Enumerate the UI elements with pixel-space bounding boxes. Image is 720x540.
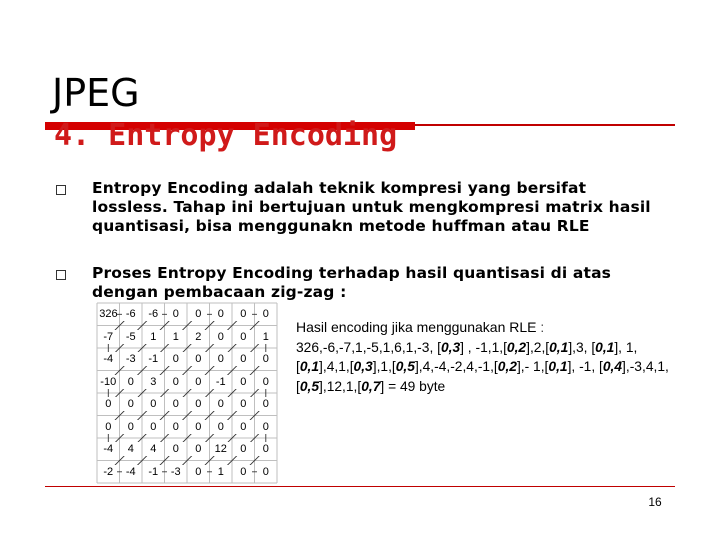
- matrix-cell: 0: [234, 307, 252, 321]
- rle-sequence: [296, 340, 669, 394]
- rle-text: ] = 49 byte: [380, 378, 446, 394]
- rle-text: ],-3,4,1,[: [296, 359, 669, 394]
- rle-run-pair: 0,5: [395, 359, 415, 374]
- section-heading: 4. Entropy Encoding: [54, 118, 398, 153]
- rle-run-pair: 0,1: [595, 339, 615, 355]
- matrix-cell: 0: [234, 352, 252, 366]
- matrix-cell: 0: [122, 375, 140, 389]
- rle-text: ],1,[: [372, 359, 396, 374]
- matrix-cell: 0: [189, 352, 207, 366]
- matrix-cell: -4: [122, 465, 140, 479]
- matrix-cell: 0: [144, 397, 162, 411]
- rle-text: ], 1, [: [296, 339, 638, 374]
- matrix-cell: 4: [144, 442, 162, 456]
- rle-text: ] , -1,1,[: [460, 339, 507, 355]
- matrix-cell: 2: [189, 330, 207, 344]
- matrix-cell: 0: [257, 420, 275, 434]
- matrix-cell: -3: [122, 352, 140, 366]
- matrix-cell: 0: [257, 352, 275, 366]
- matrix-cell: 0: [212, 330, 230, 344]
- rle-text: ], -1, [: [567, 359, 603, 374]
- matrix-cell: 0: [122, 397, 140, 411]
- matrix-cell: -3: [167, 465, 185, 479]
- matrix-cell: 0: [212, 420, 230, 434]
- rle-run-pair: 0,5: [299, 378, 320, 394]
- bullet-square-icon: [56, 185, 66, 195]
- matrix-cell: 0: [257, 465, 275, 479]
- matrix-cell: 0: [144, 420, 162, 434]
- matrix-cell: 0: [234, 420, 252, 434]
- rle-run-pair: 0,1: [549, 339, 569, 355]
- matrix-cell: 4: [122, 442, 140, 456]
- rle-result: [296, 318, 676, 396]
- matrix-cell: 0: [167, 397, 185, 411]
- rle-run-pair: 0,7: [361, 378, 381, 394]
- matrix-cell: -1: [212, 375, 230, 389]
- matrix-cell: 0: [189, 442, 207, 456]
- rle-text: ],2,[: [526, 339, 550, 355]
- matrix-cell: 0: [189, 307, 207, 321]
- page-number: 16: [648, 495, 662, 509]
- matrix-cell: 0: [99, 420, 117, 434]
- matrix-cell: 0: [234, 442, 252, 456]
- matrix-cell: -6: [144, 307, 162, 321]
- rle-text: ],4,-4,-2,4,-1,[: [414, 359, 498, 374]
- rle-text: ],4,1,[: [319, 359, 354, 374]
- bullet-text-2: Proses Entropy Encoding terhadap hasil quantisasi di atas dengan pembacaan zig-zag :: [92, 264, 612, 302]
- matrix-cell: 0: [257, 375, 275, 389]
- bullet-text-1: Entropy Encoding adalah teknik kompresi yang bersifat lossless. Tahap ini bertujuan untuk mengkompresi matrix hasil quantisasi, bisa menggunakn metode huffman atau RLE: [92, 179, 651, 236]
- matrix-cell: 0: [234, 375, 252, 389]
- matrix-cell: 0: [122, 420, 140, 434]
- slide-title: JPEG: [52, 71, 140, 115]
- matrix-cell: 1: [212, 465, 230, 479]
- rle-run-pair: 0,4: [602, 359, 623, 374]
- matrix-cell: 0: [167, 420, 185, 434]
- matrix-cell: 0: [212, 397, 230, 411]
- matrix-cell: -6: [122, 307, 140, 321]
- matrix-cell: -1: [144, 465, 162, 479]
- rle-text: ],12,1,[: [319, 378, 362, 394]
- matrix-cell: 0: [234, 330, 252, 344]
- matrix-cell: 0: [189, 375, 207, 389]
- matrix-cell: 0: [189, 397, 207, 411]
- matrix-cell: -5: [122, 330, 140, 344]
- matrix-cell: 0: [257, 397, 275, 411]
- matrix-cell: 12: [212, 442, 230, 456]
- matrix-cell: 1: [144, 330, 162, 344]
- matrix-cell: 0: [167, 307, 185, 321]
- matrix-cell: -4: [99, 352, 117, 366]
- matrix-cell: 0: [167, 352, 185, 366]
- matrix-cell: 1: [167, 330, 185, 344]
- matrix-cell: -2: [99, 465, 117, 479]
- bullet-square-icon: [56, 270, 66, 280]
- rle-run-pair: 0,2: [497, 359, 517, 374]
- rle-run-pair: 0,3: [353, 359, 373, 374]
- rle-heading-colon: :: [536, 320, 545, 335]
- matrix-cell: 0: [212, 307, 230, 321]
- matrix-cell: 0: [212, 352, 230, 366]
- matrix-cell: 0: [189, 420, 207, 434]
- matrix-cell: 0: [167, 375, 185, 389]
- matrix-cell: -10: [100, 375, 117, 388]
- matrix-cell: 0: [99, 397, 117, 411]
- rle-heading: Hasil encoding jika menggunakan RLE: [296, 319, 537, 335]
- matrix-cell: 0: [257, 307, 275, 321]
- rle-text: ],- 1,[: [516, 359, 549, 374]
- rle-run-pair: 0,1: [299, 359, 320, 374]
- footer-rule: [45, 486, 675, 487]
- matrix-cell: 326: [99, 308, 118, 321]
- matrix-cell: -7: [99, 330, 117, 344]
- rle-text: 326,-6,-7,1,-5,1,6,1,-3, [: [296, 339, 441, 355]
- matrix-cell: 0: [234, 465, 252, 479]
- zigzag-matrix: [96, 302, 278, 484]
- rle-run-pair: 0,3: [440, 339, 461, 355]
- matrix-cell: -1: [144, 352, 162, 366]
- matrix-cell: -4: [99, 442, 117, 456]
- matrix-cell: 0: [234, 397, 252, 411]
- rle-run-pair: 0,2: [506, 339, 527, 355]
- matrix-cell: 0: [167, 442, 185, 456]
- rle-text: ],3, [: [568, 339, 596, 355]
- rle-run-pair: 0,1: [548, 359, 568, 374]
- matrix-cell: 0: [189, 465, 207, 479]
- matrix-cell: 3: [144, 375, 162, 389]
- matrix-cell: 1: [257, 330, 275, 344]
- matrix-cell: 0: [257, 442, 275, 456]
